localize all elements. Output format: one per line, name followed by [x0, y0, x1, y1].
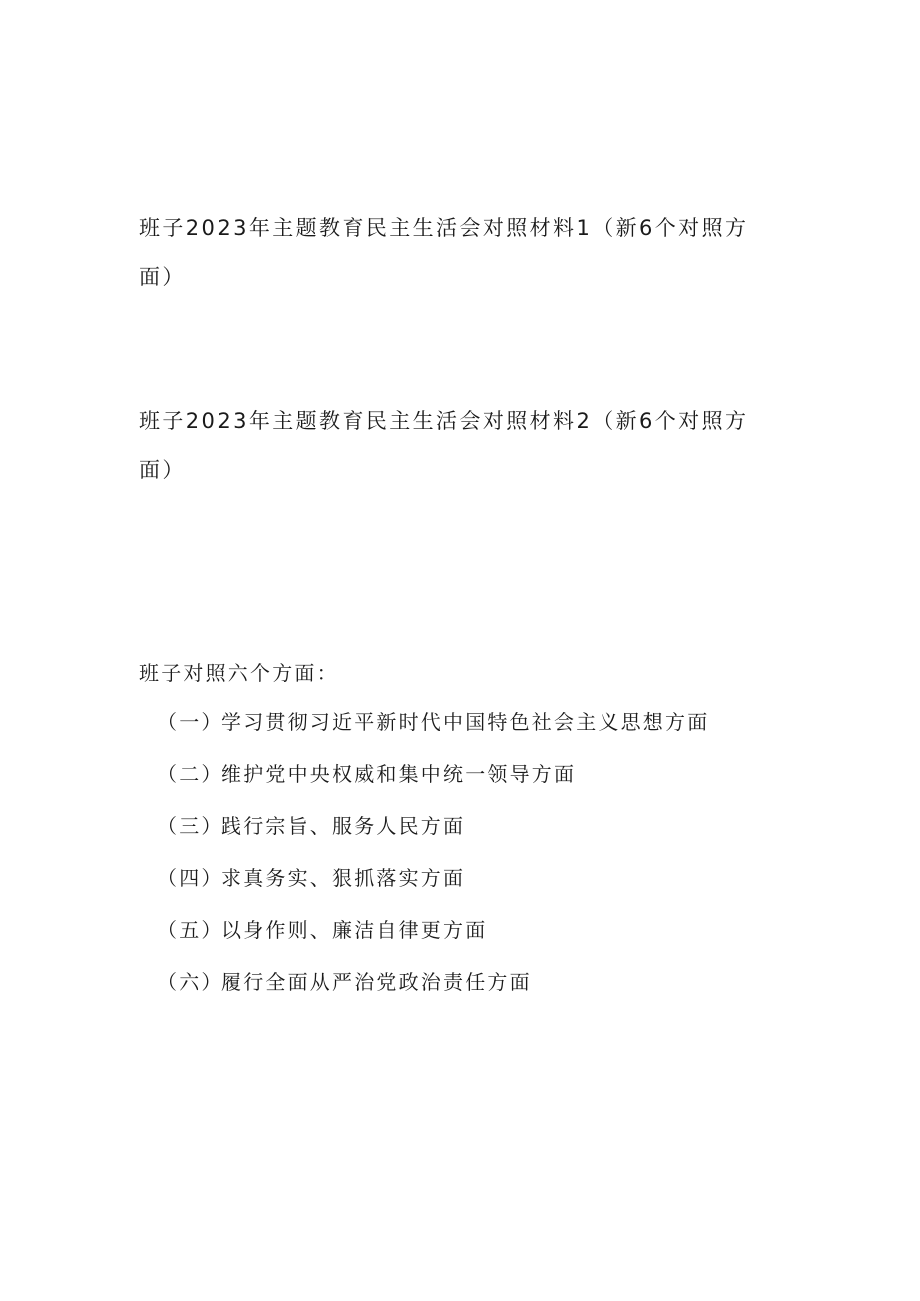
aspect-text: 学习贯彻习近平新时代中国特色社会主义思想方面	[221, 710, 710, 734]
document-title-2: 班子2023年主题教育民主生活会对照材料2（新6个对照方面）	[139, 409, 749, 482]
aspect-number: （一）	[157, 710, 224, 734]
aspect-item	[157, 758, 709, 810]
aspect-item	[157, 810, 709, 862]
aspect-item	[157, 914, 709, 966]
aspect-item	[157, 706, 709, 758]
aspect-number: （四）	[157, 866, 224, 890]
aspect-text: 求真务实、狠抓落实方面	[221, 866, 466, 890]
aspect-number: （六）	[157, 970, 224, 994]
aspect-text: 以身作则、廉洁自律更方面	[221, 918, 488, 942]
aspect-number: （五）	[157, 918, 224, 942]
aspect-number: （三）	[157, 814, 224, 838]
aspect-item	[157, 862, 709, 914]
aspect-text: 履行全面从严治党政治责任方面	[221, 970, 532, 994]
document-title-1: 班子2023年主题教育民主生活会对照材料1（新6个对照方面）	[139, 216, 749, 289]
aspect-text: 维护党中央权威和集中统一领导方面	[221, 762, 577, 786]
aspect-item	[157, 966, 709, 1018]
aspects-heading: 班子对照六个方面：	[139, 661, 339, 685]
aspect-text: 践行宗旨、服务人民方面	[221, 814, 466, 838]
aspect-number: （二）	[157, 762, 224, 786]
aspects-list	[157, 706, 709, 1018]
